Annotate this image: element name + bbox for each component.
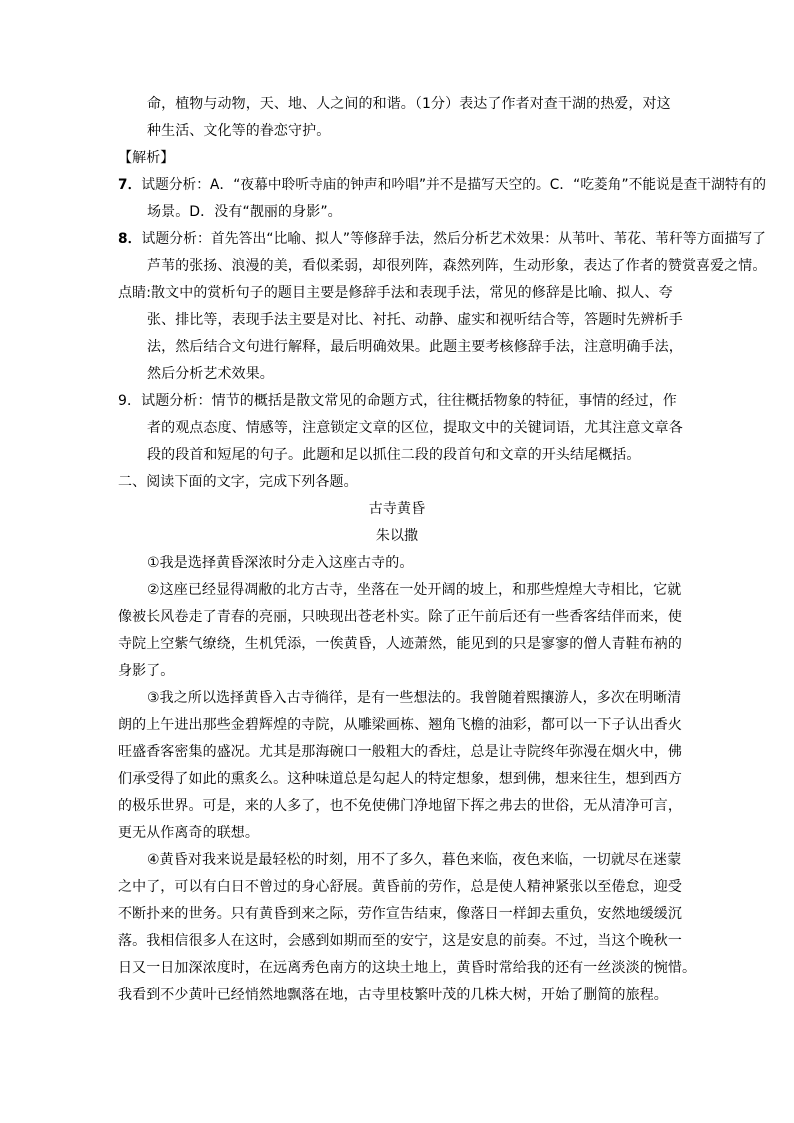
tip-line-3: 法，然后结合文句进行解释，最后明确效果。此题主要考核修辞手法，注意明确手法， (147, 339, 683, 355)
paragraph-4-line-4: 落。我相信很多人在这时，会感到如期而至的安宁，这是安息的前奏。不过，当这个晚秋一 (118, 933, 682, 949)
section-2-heading: 二、阅读下面的文字，完成下列各题。 (118, 474, 358, 490)
paragraph-3-line-5: 的极乐世界。可是，来的人多了，也不免使佛门净地留下挥之弗去的世俗，无从清净可言， (118, 798, 682, 814)
paragraph-1-line-1: ①我是选择黄昏深浓时分走入这座古寺的。 (147, 555, 414, 571)
paragraph-2-line-4: 身影了。 (118, 663, 175, 679)
q7-line-2: 场景。D．没有“靓丽的身影”。 (147, 204, 342, 220)
paragraph-2-line-3: 寺院上空紫气缭绕，生机凭添，一俟黄昏，人迹萧然，能见到的只是寥寥的僧人青鞋布衲的 (118, 636, 682, 652)
paragraph-2-line-1: ②这座已经显得凋敝的北方古寺，坐落在一处开阔的坡上，和那些煌煌大寺相比，它就 (147, 582, 682, 598)
q9-line-3: 段的段首和短尾的句子。此题和足以抓住二段的段首句和文章的开头结尾概括。 (147, 447, 641, 463)
tip-label: 点睛: (118, 285, 152, 301)
q8-line-2: 芦苇的张扬、浪漫的美，看似柔弱，却很列阵，森然列阵，生动形象，表达了作者的赞赏喜爱之情。 (147, 258, 767, 274)
paragraph-3-line-3: 旺盛香客密集的盛况。尤其是那海碗口一般粗大的香炷，总是让寺院终年弥漫在烟火中，佛 (118, 744, 682, 760)
q9-item (118, 392, 677, 410)
answer-line-1: 命，植物与动物，天、地、人之间的和谐。（1分）表达了作者对查干湖的热爱，对这 (147, 96, 671, 112)
article-author: 朱以撒 (375, 528, 419, 544)
paragraph-4-line-6: 我看到不少黄叶已经悄然地飘落在地，古寺里枝繁叶茂的几株大树，开始了删简的旅程。 (118, 987, 668, 1003)
paragraph-4-line-1: ④黄昏对我来说是最轻松的时刻，用不了多久，暮色来临，夜色来临，一切就尽在迷蒙 (147, 852, 682, 868)
q7-line-1: 试题分析：A．“夜幕中聆听寺庙的钟声和吟唱”并不是描写天空的。C．“吃菱角”不能说是查干湖特有的 (141, 177, 767, 193)
q9-line-2: 者的观点态度、情感等，注意锁定文章的区位，提取文中的关键词语，尤其注意文章各 (147, 420, 683, 436)
article-title: 古寺黄昏 (368, 501, 426, 517)
answer-line-2: 种生活、文化等的眷恋守护。 (147, 123, 331, 139)
paragraph-3-line-1: ③我之所以选择黄昏入古寺徜徉，是有一些想法的。我曾随着熙攘游人，多次在明晰清 (147, 690, 682, 706)
tip-item (118, 284, 673, 302)
paragraph-4-line-2: 之中了，可以有白日不曾过的身心舒展。黄昏前的劳作，总是使人精神紧张以至倦怠，迎受 (118, 879, 682, 895)
q7-item (118, 176, 766, 194)
paragraph-2-line-2: 像被长风卷走了青春的亮丽，只映现出苍老朴实。除了正午前后还有一些香客结伴而来，使 (118, 609, 682, 625)
q8-line-1: 试题分析：首先答出“比喻、拟人”等修辞手法，然后分析艺术效果：从苇叶、苇花、苇秆等方面描写了 (141, 231, 767, 247)
tip-line-2: 张、排比等，表现手法主要是对比、衬托、动静、虚实和视听结合等，答题时先辨析手 (147, 312, 683, 328)
analysis-heading: 【解析】 (118, 150, 175, 166)
q7-number: 7． (118, 177, 142, 193)
q9-line-1: 试题分析：情节的概括是散文常见的命题方式，往往概括物象的特征，事情的经过，作 (141, 393, 677, 409)
paragraph-4-line-3: 不断扑来的世务。只有黄昏到来之际，劳作宣告结束，像落日一样卸去重负，安然地缓缓沉 (118, 906, 682, 922)
paragraph-3-line-6: 更无从作离奇的联想。 (118, 825, 259, 841)
paragraph-4-line-5: 日又一日加深浓度时，在远离秀色南方的这块土地上，黄昏时常给我的还有一丝淡淡的惋惜。 (118, 960, 697, 976)
paragraph-3-line-2: 朗的上午进出那些金碧辉煌的寺院，从雕梁画栋、翘角飞檐的油彩，都可以一下子认出香火 (118, 717, 682, 733)
tip-line-1: 散文中的赏析句子的题目主要是修辞手法和表现手法，常见的修辞是比喻、拟人、夸 (151, 285, 673, 301)
paragraph-3-line-4: 们承受得了如此的熏炙么。这种味道总是勾起人的特定想象，想到佛，想来往生，想到西方 (118, 771, 682, 787)
q9-number: 9． (118, 393, 142, 409)
q8-item (118, 230, 766, 248)
tip-line-4: 然后分析艺术效果。 (147, 366, 274, 382)
q8-number: 8． (118, 231, 142, 247)
